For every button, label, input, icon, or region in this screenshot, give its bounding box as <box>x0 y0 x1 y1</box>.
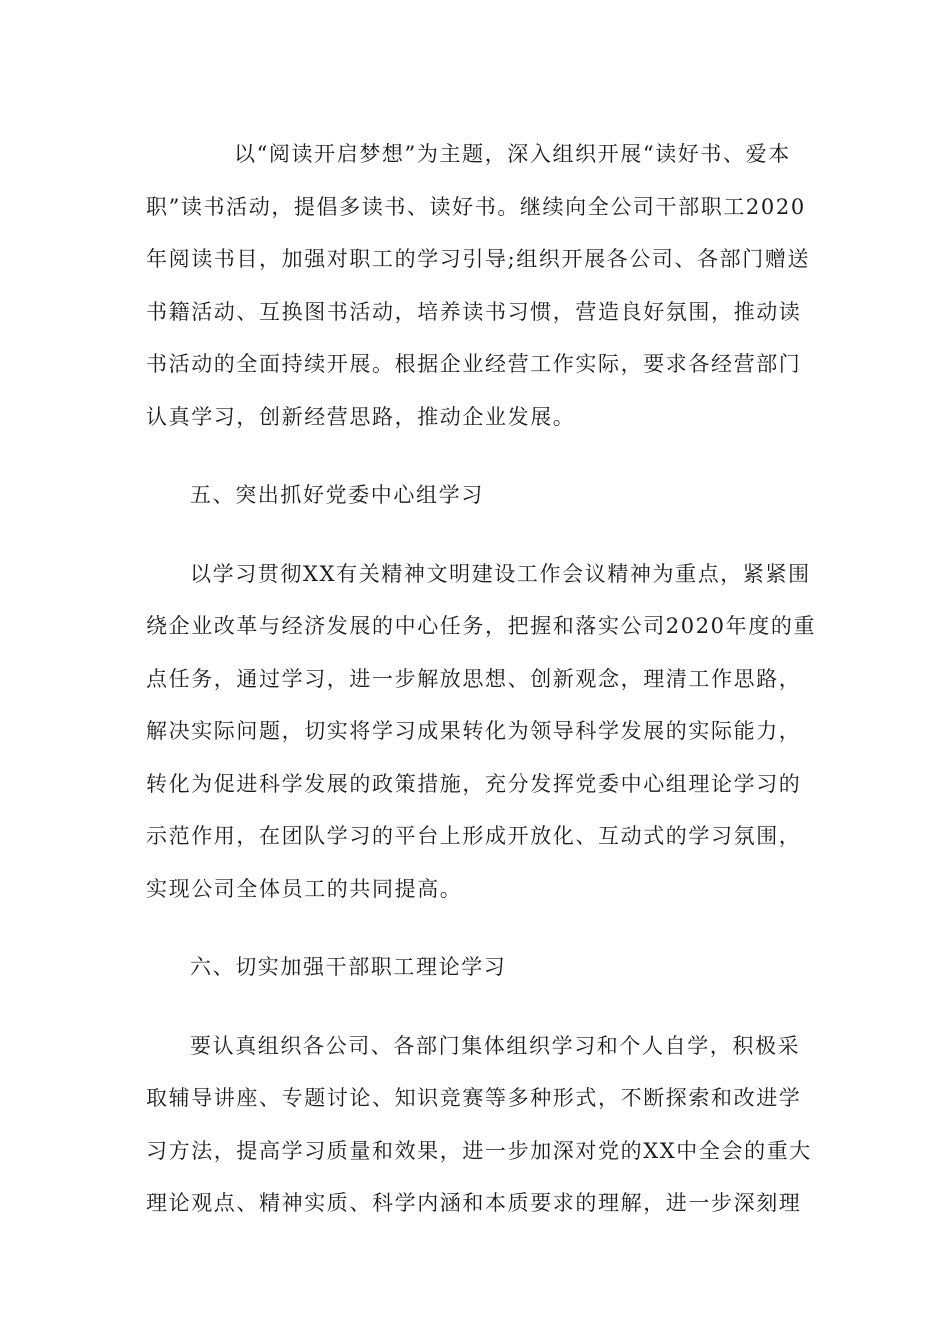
document-body <box>146 128 817 1256</box>
text-line: 转化为促进科学发展的政策措施，充分发挥党委中心组理论学习的 <box>146 771 802 796</box>
text-line: 取辅导讲座、专题讨论、知识竞赛等多种形式，不断探索和改进学 <box>146 1086 802 1110</box>
text-line: 要认真组织各公司、各部门集体组织学习和个人自学，积极采 <box>190 1033 801 1058</box>
text-line: 理论观点、精神实质、科学内涵和本质要求的理解，进一步深刻理 <box>146 1191 802 1215</box>
text-line: 职”读书活动，提倡多读书、读好书。继续向全公司干部职工2020 <box>146 194 806 219</box>
text-line: 书籍活动、互换图书活动，培养读书习惯，营造良好氛围，推动读 <box>146 299 802 324</box>
text-line: 习方法，提高学习质量和效果，进一步加深对党的XX中全会的重大 <box>146 1138 812 1163</box>
text-line: 绕企业改革与经济发展的中心任务，把握和落实公司2020年度的重 <box>146 614 817 638</box>
section-heading-five: 五、突出抓好党委中心组学习 <box>190 483 484 507</box>
text-line: 点任务，通过学习，进一步解放思想、创新观念，理清工作思路， <box>146 666 802 691</box>
text-line: 年阅读书目，加强对职工的学习引导;组织开展各公司、各部门赠送 <box>146 247 811 271</box>
text-line: 认真学习，创新经营思路，推动企业发展。 <box>146 404 576 429</box>
section-heading-six: 六、切实加强干部职工理论学习 <box>190 955 507 979</box>
text-line: 示范作用，在团队学习的平台上形成开放化、互动式的学习氛围， <box>146 824 802 848</box>
text-line: 解决实际问题，切实将学习成果转化为领导科学发展的实际能力， <box>146 719 802 743</box>
paragraph-reading-activity <box>146 128 811 443</box>
text-line: 实现公司全体员工的共同提高。 <box>146 876 463 901</box>
text-line: 以“阅读开启梦想”为主题，深入组织开展“读好书、爱本 <box>234 142 791 166</box>
paragraph-theory-study <box>146 1020 812 1230</box>
text-line: 书活动的全面持续开展。根据企业经营工作实际，要求各经营部门 <box>146 352 802 376</box>
text-line: 以学习贯彻XX有关精神文明建设工作会议精神为重点，紧紧围 <box>190 561 811 586</box>
paragraph-party-committee-study <box>146 548 817 916</box>
